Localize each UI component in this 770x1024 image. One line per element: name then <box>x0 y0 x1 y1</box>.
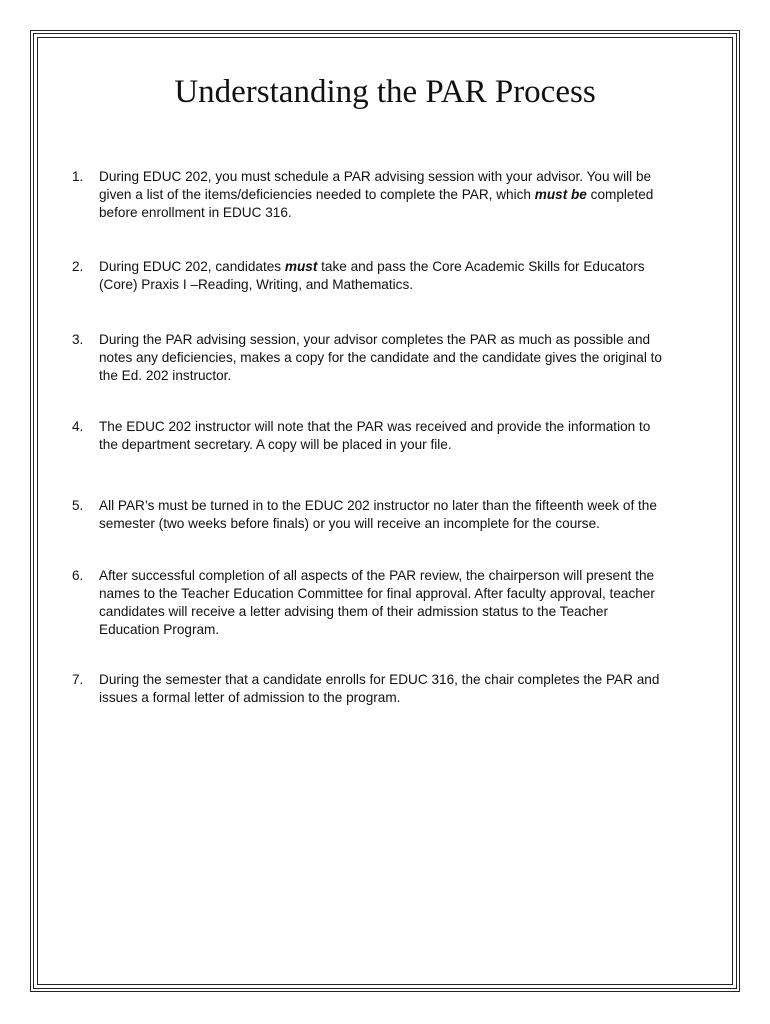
item-text: The EDUC 202 instructor will note that the PAR was received and provide the information to the department secretary. A copy will be placed in your file. <box>99 419 651 452</box>
item-number: 1. <box>72 169 84 184</box>
emphasis-text: must be <box>534 187 587 202</box>
list-item <box>72 567 732 639</box>
item-number: 6. <box>72 568 84 583</box>
item-number: 5. <box>72 498 84 513</box>
list-item <box>72 418 732 454</box>
page-title: Understanding the PAR Process <box>174 74 596 110</box>
item-text: During EDUC 202, candidates must take and pass the Core Academic Skills for Educators (Core) Praxis I –Reading, Writing, and Mathematics. <box>99 259 645 292</box>
list-item <box>72 497 732 533</box>
item-text: During EDUC 202, you must schedule a PAR advising session with your advisor. You will be given a list of the items/deficiencies needed to complete the PAR, which must be completed before enrollment in EDUC 316. <box>99 169 654 220</box>
item-text: During the PAR advising session, your advisor completes the PAR as much as possible and notes any deficiencies, makes a copy for the candidate and the candidate gives the original to the Ed. 202 instructor. <box>99 332 662 383</box>
item-number: 3. <box>72 332 84 347</box>
item-text: During the semester that a candidate enrolls for EDUC 316, the chair completes the PAR and issues a formal letter of admission to the program. <box>99 672 660 705</box>
item-text: After successful completion of all aspects of the PAR review, the chairperson will present the names to the Teacher Education Committee for final approval. After faculty approval, teacher candidates will receive a letter advising them of their admission status to the Teacher Education Program. <box>99 568 655 637</box>
item-number: 2. <box>72 259 84 274</box>
list-item <box>72 671 732 707</box>
emphasis-text: must <box>284 259 318 274</box>
list-item <box>72 258 732 294</box>
list-item <box>72 168 732 222</box>
item-number: 4. <box>72 419 84 434</box>
item-number: 7. <box>72 672 84 687</box>
list-item <box>72 331 732 385</box>
item-text: All PAR’s must be turned in to the EDUC 202 instructor no later than the fifteenth week of the semester (two weeks before finals) or you will receive an incomplete for the course. <box>99 498 657 531</box>
